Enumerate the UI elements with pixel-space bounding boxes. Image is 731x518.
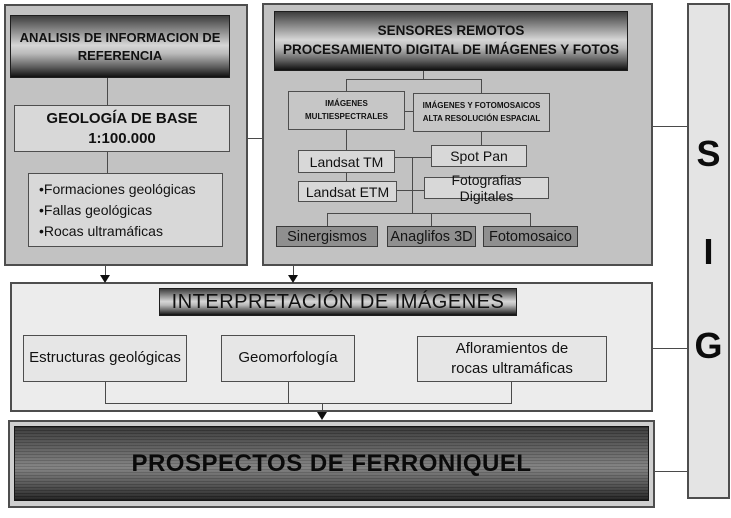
connector-line xyxy=(423,71,424,79)
multispectral-images-box xyxy=(288,91,405,130)
connector-line xyxy=(327,213,531,214)
remote-sensors-header-line2: PROCESAMIENTO DIGITAL DE IMÁGENES Y FOTOS xyxy=(282,42,620,57)
spot-pan-box xyxy=(431,145,527,167)
bullet-item: •Rocas ultramáficas xyxy=(39,222,163,239)
connector-line xyxy=(431,213,432,226)
reference-analysis-header-label: ANALISIS DE INFORMACION DE REFERENCIA xyxy=(19,29,221,63)
connector-line xyxy=(288,382,289,404)
landsat-tm-label: Landsat TM xyxy=(309,153,384,170)
connector-line xyxy=(655,471,687,472)
connector-line xyxy=(481,132,482,145)
digital-photos-box xyxy=(424,172,549,204)
photomosaic-box xyxy=(483,226,578,247)
base-geology-box xyxy=(14,105,230,152)
geology-items-box xyxy=(28,173,223,247)
base-geology-scale: 1:100.000 xyxy=(88,129,156,147)
remote-sensors-header xyxy=(274,11,628,71)
photomosaics-box xyxy=(413,93,550,132)
connector-line xyxy=(107,152,108,173)
photomosaics-label: IMÁGENES Y FOTOMOSAICOS ALTA RESOLUCIÓN ESPACIAL xyxy=(422,101,541,123)
connector-line xyxy=(105,403,512,404)
reference-analysis-header xyxy=(10,15,230,78)
connector-line xyxy=(327,213,328,226)
synergisms-box xyxy=(276,226,378,247)
synergisms-label: Sinergismos xyxy=(287,228,367,245)
spot-pan-label: Spot Pan xyxy=(450,148,508,164)
sig-letter-s: S xyxy=(696,133,721,174)
landsat-tm-box xyxy=(298,150,395,173)
bullet-item: •Fallas geológicas xyxy=(39,201,153,218)
down-arrowhead xyxy=(100,275,110,283)
sig-letter-g: G xyxy=(694,325,723,366)
connector-line xyxy=(653,126,687,127)
image-interpretation-header xyxy=(159,288,517,316)
sig-box xyxy=(687,3,730,499)
connector-line xyxy=(481,79,482,93)
connector-line xyxy=(412,157,413,214)
remote-sensors-header-line1: SENSORES REMOTOS xyxy=(377,23,525,39)
connector-line xyxy=(397,190,424,191)
connector-line xyxy=(107,78,108,105)
bullet-item: •Formaciones geológicas xyxy=(39,180,196,197)
sig-letter-i: I xyxy=(703,231,714,272)
ferronickel-prospects-box xyxy=(14,426,649,501)
multispectral-images-label: IMÁGENES MULTIESPECTRALES xyxy=(305,99,388,121)
connector-line xyxy=(395,157,431,158)
ferronickel-prospects-label: PROSPECTOS DE FERRONIQUEL xyxy=(131,449,532,477)
digital-photos-label: Fotografias Digitales xyxy=(451,172,522,204)
image-interpretation-header-label: INTERPRETACIÓN DE IMÁGENES xyxy=(171,290,505,313)
connector-line xyxy=(346,130,347,150)
ultramafic-outcrops-label: Afloramientos de rocas ultramáficas xyxy=(451,339,573,377)
landsat-etm-box xyxy=(298,181,397,202)
geologic-structures-box xyxy=(23,335,187,382)
connector-line xyxy=(530,213,531,226)
anaglyphs-box xyxy=(387,226,476,247)
geomorphology-label: Geomorfología xyxy=(238,349,338,367)
connector-line xyxy=(653,348,687,349)
connector-line xyxy=(346,173,347,181)
geologic-structures-label: Estructuras geológicas xyxy=(29,349,181,367)
ultramafic-outcrops-box xyxy=(417,336,607,382)
geomorphology-box xyxy=(221,335,355,382)
photomosaic-label: Fotomosaico xyxy=(488,228,572,245)
connector-line xyxy=(248,138,262,139)
connector-line xyxy=(511,382,512,404)
connector-line xyxy=(405,111,413,112)
connector-line xyxy=(346,79,482,80)
down-arrowhead xyxy=(317,412,327,420)
anaglyphs-label: Anaglifos 3D xyxy=(390,228,473,245)
landsat-etm-label: Landsat ETM xyxy=(305,183,390,200)
connector-line xyxy=(105,382,106,404)
connector-line xyxy=(346,79,347,91)
down-arrowhead xyxy=(288,275,298,283)
base-geology-title: GEOLOGÍA DE BASE xyxy=(46,110,198,127)
